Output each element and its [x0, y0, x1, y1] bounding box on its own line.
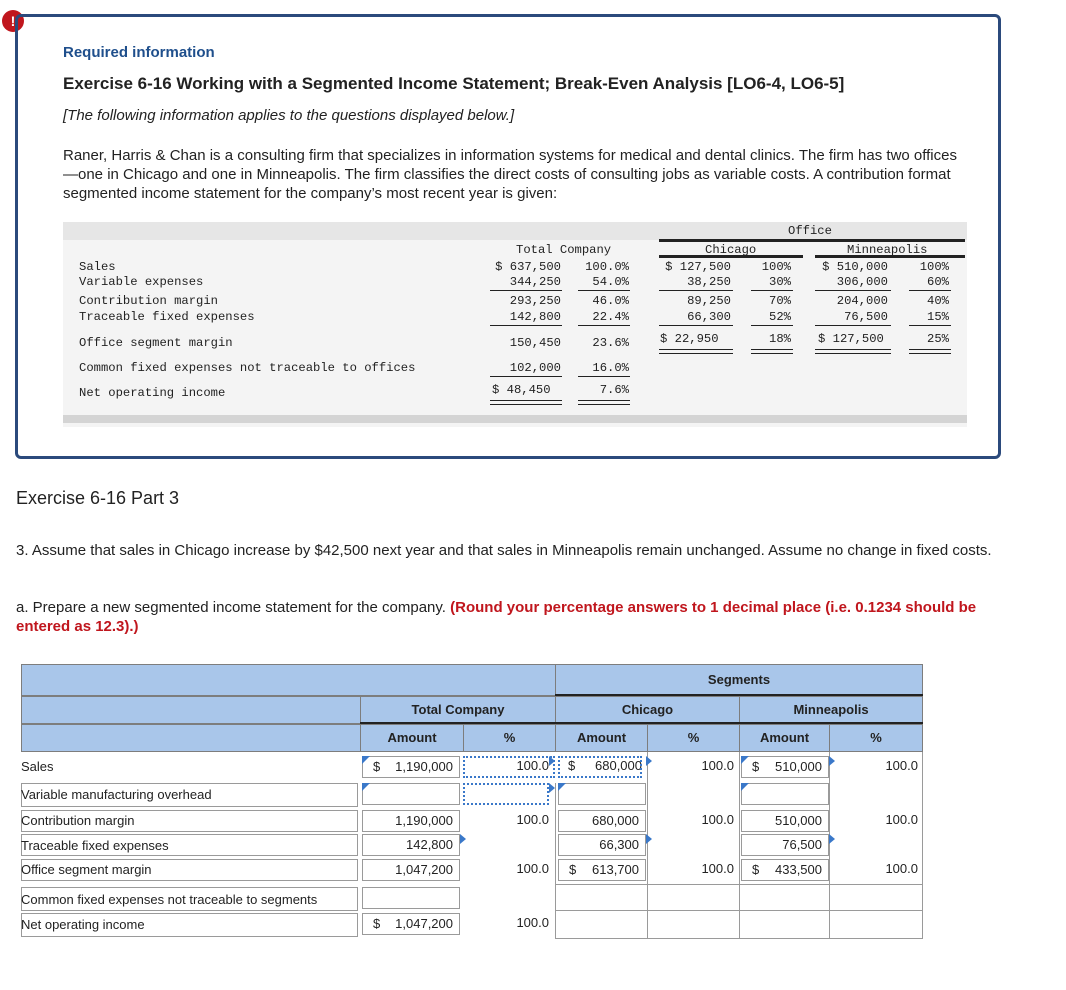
- given-value: 30%: [769, 275, 791, 289]
- chicago-header: Chicago: [555, 696, 740, 724]
- input-value: 100.0: [701, 758, 734, 773]
- given-value: 100%: [761, 260, 791, 274]
- dollar-sign: $: [752, 862, 760, 877]
- row-label-variable: Variable manufacturing overhead: [21, 787, 212, 802]
- given-value: 15%: [927, 310, 949, 324]
- double-rule: [659, 349, 733, 354]
- row-label-traceable: Traceable fixed expenses: [21, 838, 169, 853]
- rule: [659, 325, 733, 326]
- given-value: 142,800: [509, 310, 561, 324]
- intro-paragraph: Raner, Harris & Chan is a consulting firm that specializes in information systems for medical and dental clinics. The firm has two offices—one in Chicago and one in Minneapolis. The firm classifies the direct costs of consulting jobs as variable costs. A contribution format segmented income statement for the company’s most recent year is given:: [63, 147, 957, 202]
- total-cm-pct: [463, 810, 549, 832]
- total-company-header: Total Company: [360, 696, 556, 724]
- grid-line: [555, 938, 923, 939]
- input-flag-icon: [829, 834, 835, 844]
- value: 433,500: [775, 862, 822, 877]
- header-blank: [21, 724, 361, 752]
- given-value: 150,450: [509, 336, 561, 350]
- alert-icon: !: [2, 10, 24, 32]
- grid-line: [555, 783, 556, 939]
- pct-header: %: [463, 724, 556, 752]
- total-noi-pct: [463, 913, 549, 935]
- part-title: Exercise 6-16 Part 3: [16, 488, 180, 508]
- rule: [659, 255, 803, 258]
- total-sales-pct-input[interactable]: [463, 756, 555, 778]
- value: 100.0: [516, 915, 549, 930]
- given-value: $ 637,500: [495, 260, 561, 274]
- given-label: Common fixed expenses not traceable to offices: [79, 361, 416, 375]
- rule: [659, 290, 733, 291]
- col-total-company: Total Company: [516, 243, 612, 257]
- grid-line: [555, 884, 923, 885]
- given-value: $ 22,950: [660, 332, 719, 346]
- given-value: 25%: [927, 332, 949, 346]
- input-value: 510,000: [775, 759, 822, 774]
- chicago-cm-pct: [648, 810, 734, 832]
- header-blank: [21, 664, 556, 696]
- pct-header: %: [829, 724, 923, 752]
- total-traceable-amount-input[interactable]: [362, 834, 460, 856]
- input-value: 76,500: [782, 837, 822, 852]
- rule: [751, 290, 793, 291]
- rule: [659, 239, 965, 242]
- value: 1,047,200: [395, 862, 453, 877]
- chicago-osm-pct: [648, 859, 734, 881]
- scroll-track: [63, 415, 967, 423]
- given-value: 22.4%: [592, 310, 629, 324]
- given-value: 100%: [919, 260, 949, 274]
- rule: [578, 290, 630, 291]
- given-label: Sales: [79, 260, 116, 274]
- total-common-pct-input[interactable]: [463, 887, 549, 909]
- rule: [751, 325, 793, 326]
- input-value: 142,800: [406, 837, 453, 852]
- total-sales-amount-input[interactable]: [362, 756, 460, 778]
- given-value: 23.6%: [592, 336, 629, 350]
- given-value: 66,300: [687, 310, 731, 324]
- double-rule: [815, 349, 891, 354]
- amount-header: Amount: [360, 724, 464, 752]
- pct-header: %: [647, 724, 740, 752]
- input-flag-icon: [558, 783, 566, 791]
- value: 680,000: [592, 813, 639, 828]
- given-value: 52%: [769, 310, 791, 324]
- double-rule: [578, 400, 630, 405]
- chicago-traceable-amount-input[interactable]: [558, 834, 646, 856]
- value: 613,700: [592, 862, 639, 877]
- chicago-osm-amount: [558, 859, 646, 881]
- chicago-cm-amount: [558, 810, 646, 832]
- given-income-statement: [63, 222, 967, 427]
- rule: [490, 376, 562, 377]
- given-value: $ 48,450: [492, 383, 551, 397]
- given-label: Office segment margin: [79, 336, 233, 350]
- dollar-sign: $: [373, 916, 381, 931]
- minneapolis-sales-pct-input[interactable]: [830, 756, 918, 778]
- minneapolis-traceable-amount-input[interactable]: [741, 834, 829, 856]
- total-variable-pct-input[interactable]: [463, 783, 549, 805]
- value: 100.0: [701, 861, 734, 876]
- double-rule: [490, 400, 562, 405]
- input-flag-icon: [741, 756, 749, 764]
- row-label-sales: Sales: [21, 759, 54, 774]
- value: 100.0: [701, 812, 734, 827]
- rule: [490, 290, 562, 291]
- input-flag-icon: [549, 783, 555, 793]
- total-cm-amount: [362, 810, 460, 832]
- input-flag-icon: [829, 756, 835, 766]
- given-label: Net operating income: [79, 386, 226, 400]
- rounding-note: (Round your percentage answers to 1 decimal place (i.e. 0.1234 should be entered as 12.3).): [16, 599, 977, 635]
- segments-header: Segments: [555, 664, 923, 696]
- given-value: 70%: [769, 294, 791, 308]
- given-value: 7.6%: [599, 383, 629, 397]
- minneapolis-variable-amount-input[interactable]: [741, 783, 829, 805]
- office-header: Office: [788, 224, 832, 238]
- given-value: $ 127,500: [665, 260, 731, 274]
- grid-line: [555, 910, 923, 911]
- question-3a-text: a. Prepare a new segmented income statement for the company.: [16, 599, 446, 616]
- total-variable-amount-input[interactable]: [362, 783, 460, 805]
- row-label-common: Common fixed expenses not traceable to segments: [21, 892, 318, 907]
- chicago-variable-amount-input[interactable]: [558, 783, 646, 805]
- minneapolis-header: Minneapolis: [739, 696, 923, 724]
- input-flag-icon: [646, 834, 652, 844]
- given-value: 16.0%: [592, 361, 629, 375]
- input-flag-icon: [460, 834, 466, 844]
- total-common-amount-input[interactable]: [362, 887, 460, 909]
- input-flag-icon: [646, 756, 652, 766]
- given-value: 76,500: [844, 310, 888, 324]
- input-flag-icon: [362, 756, 370, 764]
- chicago-sales-pct-input[interactable]: [648, 756, 734, 778]
- input-value: 100.0: [516, 758, 549, 773]
- dollar-sign: $: [569, 862, 577, 877]
- rule: [490, 325, 562, 326]
- given-value: 18%: [769, 332, 791, 346]
- given-value: 102,000: [509, 361, 561, 375]
- input-value: 680,000: [595, 758, 642, 773]
- amount-header: Amount: [555, 724, 648, 752]
- input-flag-icon: [741, 783, 749, 791]
- minneapolis-osm-pct: [830, 859, 918, 881]
- question-3a: [16, 598, 1016, 636]
- row-label-noi: Net operating income: [21, 917, 145, 932]
- input-value: 1,190,000: [395, 759, 453, 774]
- chicago-sales-amount-input[interactable]: [558, 756, 642, 778]
- dollar-sign: $: [568, 758, 576, 773]
- dollar-sign: $: [373, 759, 381, 774]
- given-value: 293,250: [509, 294, 561, 308]
- row-label-cm: Contribution margin: [21, 813, 135, 828]
- applies-note: [The following information applies to the questions displayed below.]: [63, 107, 515, 124]
- col-minneapolis: Minneapolis: [847, 243, 928, 257]
- value: 100.0: [885, 812, 918, 827]
- given-label: Variable expenses: [79, 275, 204, 289]
- given-label: Traceable fixed expenses: [79, 310, 255, 324]
- question-3: 3. Assume that sales in Chicago increase by $42,500 next year and that sales in Minneapolis remain unchanged. Assume no change in fixed costs.: [16, 542, 992, 559]
- given-value: $ 510,000: [822, 260, 888, 274]
- rule: [815, 290, 891, 291]
- col-chicago: Chicago: [705, 243, 757, 257]
- given-value: 54.0%: [592, 275, 629, 289]
- rule: [815, 255, 965, 258]
- value: 100.0: [516, 812, 549, 827]
- required-information-title: Required information: [63, 44, 215, 61]
- input-value: 66,300: [599, 837, 639, 852]
- given-value: 38,250: [687, 275, 731, 289]
- rule: [909, 325, 951, 326]
- rule: [815, 325, 891, 326]
- given-value: 306,000: [836, 275, 888, 289]
- minneapolis-sales-amount-input[interactable]: [741, 756, 829, 778]
- rule: [578, 325, 630, 326]
- value: 100.0: [516, 861, 549, 876]
- given-value: 344,250: [509, 275, 561, 289]
- given-value: 204,000: [836, 294, 888, 308]
- given-label: Contribution margin: [79, 294, 218, 308]
- given-value: $ 127,500: [818, 332, 884, 346]
- header-blank: [21, 696, 361, 724]
- value: 1,190,000: [395, 813, 453, 828]
- input-flag-icon: [362, 783, 370, 791]
- total-noi-amount: [362, 913, 460, 935]
- exercise-title: Exercise 6-16 Working with a Segmented Income Statement; Break-Even Analysis [LO6-4, LO6-5]: [63, 74, 845, 93]
- rule: [578, 376, 630, 377]
- given-value: 100.0%: [585, 260, 629, 274]
- value: 1,047,200: [395, 916, 453, 931]
- minneapolis-cm-pct: [830, 810, 918, 832]
- minneapolis-osm-amount: [741, 859, 829, 881]
- minneapolis-cm-amount: [741, 810, 829, 832]
- given-value: 60%: [927, 275, 949, 289]
- total-osm-pct: [463, 859, 549, 881]
- rule: [909, 290, 951, 291]
- amount-header: Amount: [739, 724, 830, 752]
- input-value: 100.0: [885, 758, 918, 773]
- value: 510,000: [775, 813, 822, 828]
- value: 100.0: [885, 861, 918, 876]
- double-rule: [909, 349, 951, 354]
- total-osm-amount: [362, 859, 460, 881]
- given-value: 89,250: [687, 294, 731, 308]
- given-value: 46.0%: [592, 294, 629, 308]
- input-flag-icon: [549, 756, 555, 766]
- row-label-osm: Office segment margin: [21, 862, 152, 877]
- dollar-sign: $: [752, 759, 760, 774]
- given-value: 40%: [927, 294, 949, 308]
- double-rule: [751, 349, 793, 354]
